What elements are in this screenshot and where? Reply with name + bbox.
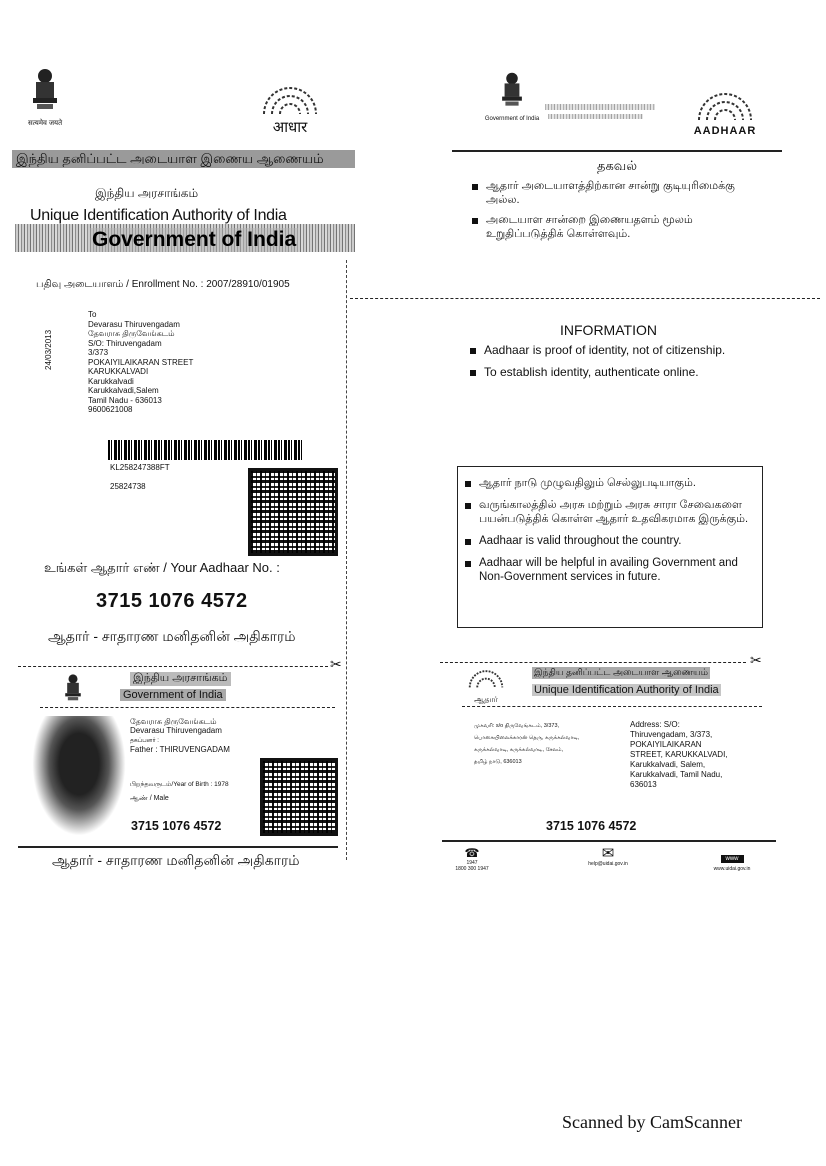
card-back-logo: [462, 666, 510, 704]
card-front-name: Devarasu Thiruvengadam: [130, 726, 222, 735]
address-line: Karukkalvadi: [88, 376, 134, 386]
address-line: 3/373: [88, 348, 109, 357]
address-name: Devarasu Thiruvengadam: [88, 319, 180, 329]
info-tamil-item: அடையாள சான்றை இணையதளம் மூலம் உறுதிப்படுத்திக் கொள்ளவும்.: [470, 213, 770, 241]
card-front-name-tamil: தேவராசு திருவேங்கடம்: [130, 717, 217, 726]
address-english-line: Thiruvengadam, 3/373,: [630, 730, 713, 739]
address-name-tamil: தேவராசு திருவேங்கடம்: [88, 329, 175, 338]
info-tamil-list: [470, 179, 770, 241]
emblem-left: [28, 66, 62, 128]
card-front-father-tamil: தகப்பனர் :: [130, 738, 159, 744]
aadhaar-fingerprint-icon: [258, 80, 322, 118]
info-list: [468, 343, 778, 380]
info-box-list: [463, 476, 759, 584]
barcode: [108, 440, 304, 460]
info-title: INFORMATION: [560, 322, 657, 338]
aadhaar-fingerprint-icon: [693, 86, 757, 124]
helpline-number: 1947: [466, 860, 478, 866]
aadhaar-logo-text: AADHAAR: [693, 125, 757, 137]
address-line: POKAIYILAIKARAN STREET: [88, 357, 194, 367]
address-english-line: Karukkalvadi, Tamil Nadu,: [630, 770, 723, 779]
card-back-address-tamil: [474, 720, 579, 768]
address-relation: S/O: Thiruvengadam: [88, 338, 162, 348]
address-tamil-line: பொகையிலைக்காரன் தெரு, கருக்கல்வாடி,: [474, 735, 580, 741]
email-text: help@uidai.gov.in: [588, 861, 628, 867]
card-front-govt-tamil: இந்திய அரசாங்கம்: [130, 672, 231, 686]
web-text: www.uidai.gov.in: [713, 866, 751, 872]
scanner-footer: Scanned by CamScanner: [562, 1112, 742, 1132]
info-tamil-title: தகவல்: [597, 158, 638, 173]
info-tamil-item: ஆதார் அடையாளத்திற்கான சான்று குடியுரிமைக்கு அல்ல.: [470, 179, 770, 207]
card-back-authority-tamil: இந்திய தனிப்பட்ட அடையாள ஆணையம்: [534, 667, 709, 677]
uidai-english: Unique Identification Authority of India: [30, 207, 287, 224]
aadhaar-fingerprint-icon: [466, 666, 506, 690]
address-block: [88, 310, 193, 415]
envelope-icon: ✉: [601, 845, 615, 862]
uidai-tamil-band: இந்திய தனிப்பட்ட அடையாள இணைய ஆணையம்: [12, 150, 355, 168]
card-front-number: 3715 1076 4572: [131, 819, 222, 833]
address-english-line: Karukkalvadi, Salem,: [630, 760, 706, 769]
qr-code-large: [248, 468, 338, 556]
card-back-rule: [462, 706, 762, 707]
card-front-bottom-rule: [18, 846, 338, 848]
barcode-code2: 25824738: [110, 482, 146, 491]
address-line: Karukkalvadi,Salem: [88, 386, 159, 395]
header-scribble: [548, 114, 643, 119]
address-line: 9600621008: [88, 405, 133, 414]
card-back-number: 3715 1076 4572: [546, 819, 637, 833]
info-box-tamil-item: வருங்காலத்தில் அரசு மற்றும் அரசு சாரா சேவைகளை பயன்படுத்திக் கொள்ள ஆதார் உதவிகரமாக இருக்கும்.: [463, 498, 759, 526]
card-back-address-english: [630, 720, 728, 790]
barcode-code1: KL258247388FT: [110, 463, 170, 472]
emblem-caption: Government of India: [484, 116, 540, 122]
aadhaar-logo-text: आधार: [272, 119, 308, 136]
web-group: [700, 847, 764, 873]
address-tamil-line: தமிழ் நாடு, 636013: [474, 759, 522, 765]
www-icon: www: [721, 855, 744, 863]
card-front-gender: ஆண் / Male: [130, 795, 169, 802]
aadhaar-number: 3715 1076 4572: [96, 590, 248, 612]
scissors-icon: ✂: [330, 656, 342, 672]
scissors-icon: ✂: [750, 652, 762, 668]
cut-line-right: [440, 662, 746, 663]
card-back-logo-text: ஆதார்: [474, 695, 498, 704]
emblem-right: [484, 70, 540, 124]
header-scribble: [545, 104, 655, 110]
card-front-yob: பிறந்தவருடம்/Year of Birth : 1978: [130, 781, 229, 788]
info-box-item: Aadhaar is valid throughout the country.: [463, 534, 759, 548]
card-front-emblem: [62, 672, 84, 709]
info-box-tamil-item: ஆதார் நாடு முழுவதிலும் செல்லுபடியாகும்.: [463, 476, 759, 490]
national-emblem-icon: [498, 70, 526, 110]
address-english-line: POKAIYILAIKARAN: [630, 740, 702, 749]
card-front-rule: [40, 707, 335, 708]
tamil-tagline: ஆதார் - சாதாரண மனிதனின் அதிகாரம்: [48, 628, 296, 644]
card-photo: [32, 716, 126, 836]
card-back-bottom-rule: [442, 840, 776, 842]
helpline-group: [455, 846, 489, 872]
address-english-line: 636013: [630, 780, 657, 789]
emblem-caption: सत्यमेव जयते: [28, 120, 63, 127]
card-front-tagline: ஆதார் - சாதாரண மனிதனின் அதிகாரம்: [52, 852, 300, 868]
info-box-item: Aadhaar will be helpful in availing Government and Non-Government services in future.: [463, 556, 759, 584]
card-front-father: Father : THIRUVENGADAM: [130, 745, 230, 754]
address-line: Tamil Nadu - 636013: [88, 395, 162, 405]
fold-line: [350, 298, 820, 299]
phone-icon: ☎: [464, 846, 480, 860]
cut-line-left: [18, 666, 328, 667]
card-front-govt-english: Government of India: [120, 689, 226, 701]
header-rule: [452, 150, 782, 152]
aadhaar-number-label: உங்கள் ஆதார் எண் / Your Aadhaar No. :: [44, 560, 280, 575]
info-item: Aadhaar is proof of identity, not of citizenship.: [468, 343, 778, 358]
national-emblem-icon: [62, 672, 84, 704]
address-to: To: [88, 310, 97, 319]
card-back-authority-english: Unique Identification Authority of India: [534, 684, 719, 696]
email-group: [576, 846, 640, 868]
aadhaar-logo-left: [255, 80, 325, 137]
address-tamil-line: கருக்கல்வாடி, கருக்கல்வாடி, சேலம்,: [474, 747, 564, 753]
address-tamil-line: முகவரி: s/o திருவேங்கடம், 3/373,: [474, 723, 560, 729]
address-line: KARUKKALVADI: [88, 367, 149, 376]
address-english-line: Address: S/O:: [630, 720, 680, 729]
side-date: 24/03/2013: [44, 329, 53, 370]
enrollment-number: : 2007/28910/01905: [200, 279, 290, 290]
govt-english: Government of India: [92, 228, 297, 251]
info-item: To establish identity, authenticate online.: [468, 365, 778, 380]
enrollment-row: [36, 279, 290, 290]
fold-line-vertical: [346, 260, 347, 860]
qr-code-small: [260, 758, 338, 836]
enrollment-label: பதிவு அடையாளம் / Enrollment No.: [36, 279, 198, 290]
address-english-line: STREET, KARUKKALVADI,: [630, 750, 728, 759]
helpline-alt: 1800 300 1947: [455, 866, 489, 872]
national-emblem-icon: [28, 66, 62, 114]
govt-tamil: இந்திய அரசாங்கம்: [95, 186, 199, 200]
aadhaar-logo-right: [688, 86, 762, 137]
